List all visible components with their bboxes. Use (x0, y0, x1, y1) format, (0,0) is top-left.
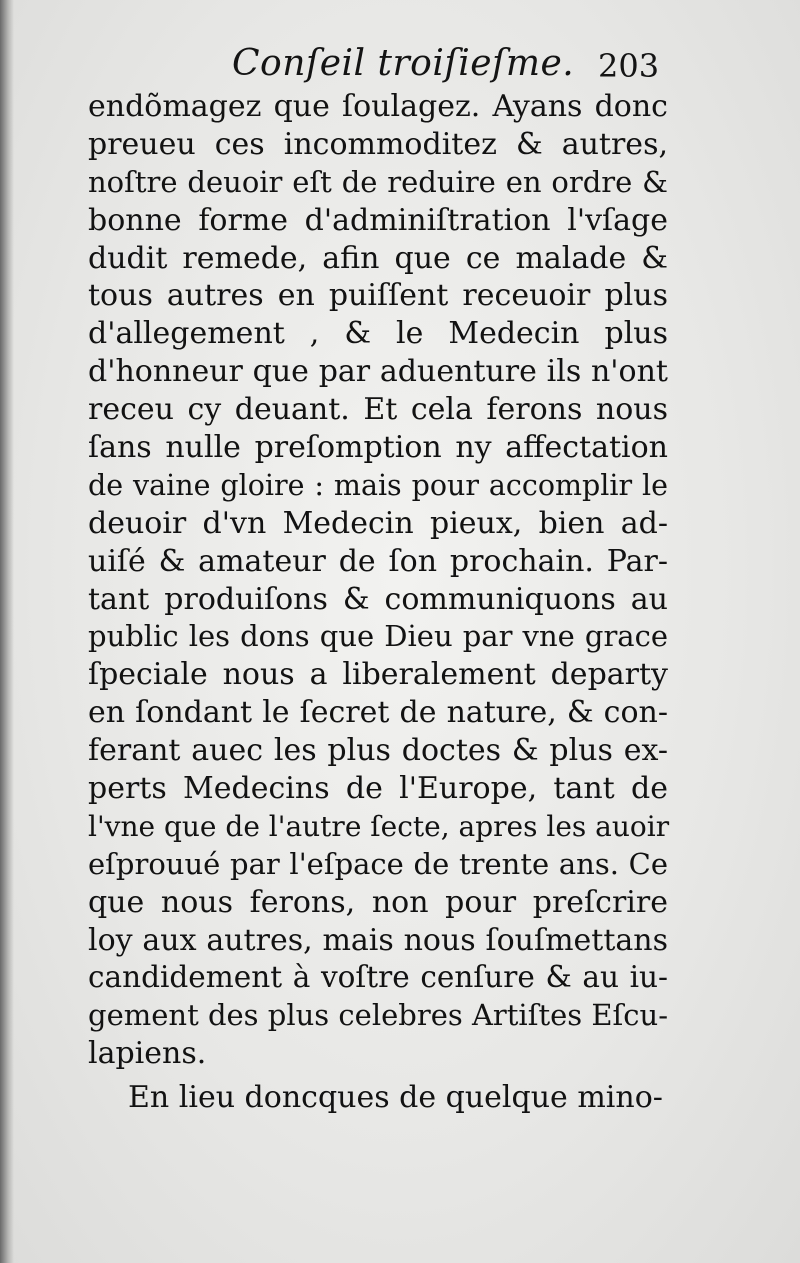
text-line: public les dons que Dieu par vne grace (88, 619, 668, 654)
text-line: tant produiſons & communiquons au (88, 581, 668, 617)
text-line: endõmagez que ſoulagez. Ayans donc (88, 89, 668, 124)
binding-shadow (0, 0, 14, 1263)
paragraph-start-line: En lieu doncques de quelque mino- (128, 1080, 663, 1116)
text-line: uiſé & amateur de ſon prochain. Par- (88, 543, 668, 579)
text-line: tous autres en puiſſent receuoir plus (88, 278, 668, 314)
text-line: ſpeciale nous a liberalement departy (88, 657, 668, 693)
text-line: en ſondant le ſecret de nature, & con- (88, 695, 668, 731)
text-line: ferant auec les plus doctes & plus ex- (88, 733, 668, 769)
text-line: l'vne que de l'autre ſecte, apres les auoir (88, 809, 670, 843)
text-line: bonne forme d'adminiſtration l'vſage (88, 202, 668, 238)
running-head-title: Conſeil troiſieſme. (232, 43, 575, 84)
text-line: d'allegement , & le Medecin plus (88, 316, 668, 352)
text-line: receu cy deuant. Et cela ferons nous (88, 392, 668, 428)
text-line: preueu ces incommoditez & autres, (88, 126, 668, 162)
text-line: deuoir d'vn Medecin pieux, bien ad- (88, 505, 668, 541)
text-line: noſtre deuoir eſt de reduire en ordre & (88, 164, 668, 199)
text-line: eſprouué par l'eſpace de trente ans. Ce (88, 846, 668, 881)
text-line: dudit remede, afin que ce malade & (88, 240, 668, 276)
text-line: que nous ferons, non pour preſcrire (88, 884, 668, 920)
text-line: ſans nulle preſomption ny affectation (88, 430, 668, 466)
text-line: de vaine gloire : mais pour accomplir le (88, 468, 668, 502)
text-line: candidement à voſtre cenſure & au iu- (88, 960, 668, 995)
body-text (88, 88, 668, 1117)
running-head (0, 42, 800, 92)
text-line: loy aux autres, mais nous ſouſmettans (88, 922, 668, 958)
text-line: d'honneur que par aduenture ils n'ont (88, 354, 668, 390)
paragraph-end-line: lapiens. (88, 1036, 207, 1072)
text-line: gement des plus celebres Artiſtes Eſcu- (88, 998, 668, 1033)
text-line: perts Medecins de l'Europe, tant de (88, 771, 668, 807)
page-number: 203 (598, 47, 660, 85)
